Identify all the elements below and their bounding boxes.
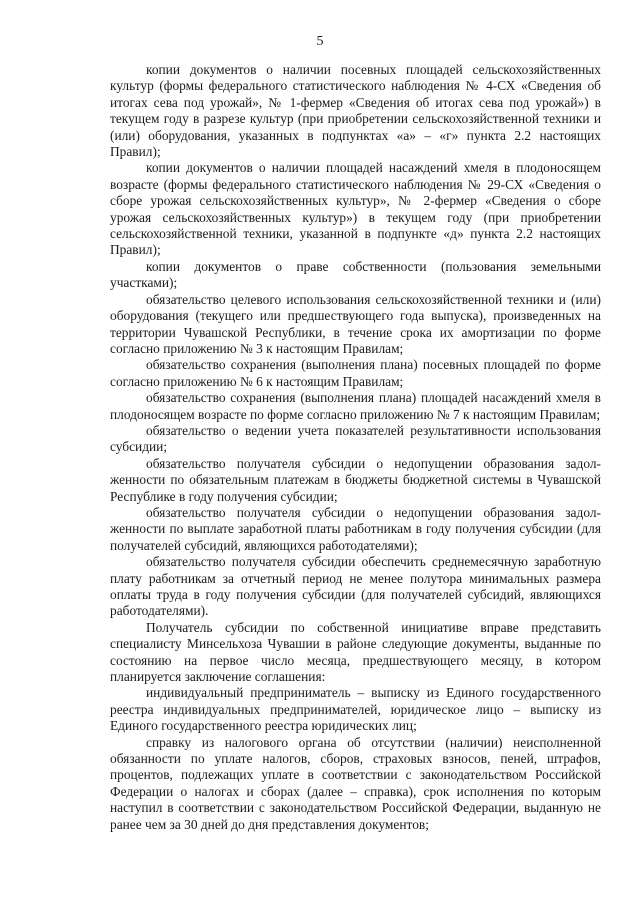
paragraph-performance-accounting-obligation: обязательство о ведении учета показателей результативности использования субсидии; [110,422,601,455]
paragraph-tax-certificate: справку из налогового органа об отсутствии (наличии) неисполненной обязанности по уплате налогов, сборов, страховых взносов, пеней, штрафов, процентов, подлежащих уплате в соответствии с законодательством Российской Федерации о налогах и сборах (далее – справка), срок исполнения по которым наступил в соответствии с законодательством Российской Федерации, выданную не ранее чем за 30 дней до дня представления документов; [110,734,601,832]
paragraph-no-tax-debt-obligation: обязательство получателя субсидии о недопущении образования задолженности по обязательным платежам в бюджеты бюджетной системы в Чувашской Республике в году получения субсидии; [110,455,601,504]
page-number: 5 [316,34,324,49]
paragraph-average-wage-obligation: обязательство получателя субсидии обеспечить среднемесячную заработную плату работникам за отчетный период не менее полутора минимальных размера оплаты труда в году получения субсидии (для получателей субсидий, являющихся работодателями). [110,554,601,619]
paragraph-sowing-area-obligation: обязательство сохранения (выполнения плана) посевных площадей по форме согласно приложению № 6 к настоящим Правилам; [110,357,601,389]
paragraph-equipment-use-obligation: обязательство целевого использования сельскохозяйственной техники и (или) оборудования (текущего или предшествующего года выпуска), произведенных на территории Чувашской Республики, в течение срока их амортизации по форме согласно приложению № 3 к настоящим Правилам; [110,291,601,356]
paragraph-no-wage-debt-obligation: обязательство получателя субсидии о недопущении образования задолженности по выплате заработной платы работникам в году получения субсидии (для получателей субсидий, являющихся работодателями); [110,504,601,553]
paragraph-sowing-area-documents: копии документов о наличии посевных площадей сельскохозяйственных культур (формы федерального статистического наблюдения № 4-СХ «Сведения об итогах сева под урожай», № 1-фермер «Сведения об итогах сева под урожай») в текущем году в разрезе культур (при приобретении сельскохозяйственной техники и (или) оборудования, указанных в подпунктах «а» – «г» пункта 2.2 настоящих Правил); [110,62,601,160]
paragraph-optional-documents-intro: Получатель субсидии по собственной инициативе вправе представить специалисту Минсельхоза Чувашии в районе следующие документы, выданные по состоянию на первое число месяца, предшествующего месяцу, в котором планируется заключение соглашения: [110,619,601,685]
paragraph-land-ownership-documents: копии документов о праве собственности (пользования земельными участками); [110,258,601,291]
document-body [110,62,601,833]
paragraph-hop-area-obligation: обязательство сохранения (выполнения плана) площадей насаждений хмеля в плодоносящем возрасте по форме согласно приложению № 7 к настоящим Правилам; [110,390,601,422]
paragraph-hop-area-documents: копии документов о наличии площадей насаждений хмеля в плодоносящем возрасте (формы федерального статистического наблюдения № 29-СХ «Сведения о сборе урожая сельскохозяйственных культур», № 2-фермер «Сведения о сборе урожая сельскохозяйственных культур») в текущем году (при приобретении сельскохозяйственной техники, указанной в подпункте «д» пункта 2.2 настоящих Правил); [110,160,601,258]
paragraph-registry-extract: индивидуальный предприниматель – выписку из Единого государственного реестра индивидуальных предпринимателей, юридическое лицо – выписку из Единого государственного реестра юридических лиц; [110,685,601,734]
